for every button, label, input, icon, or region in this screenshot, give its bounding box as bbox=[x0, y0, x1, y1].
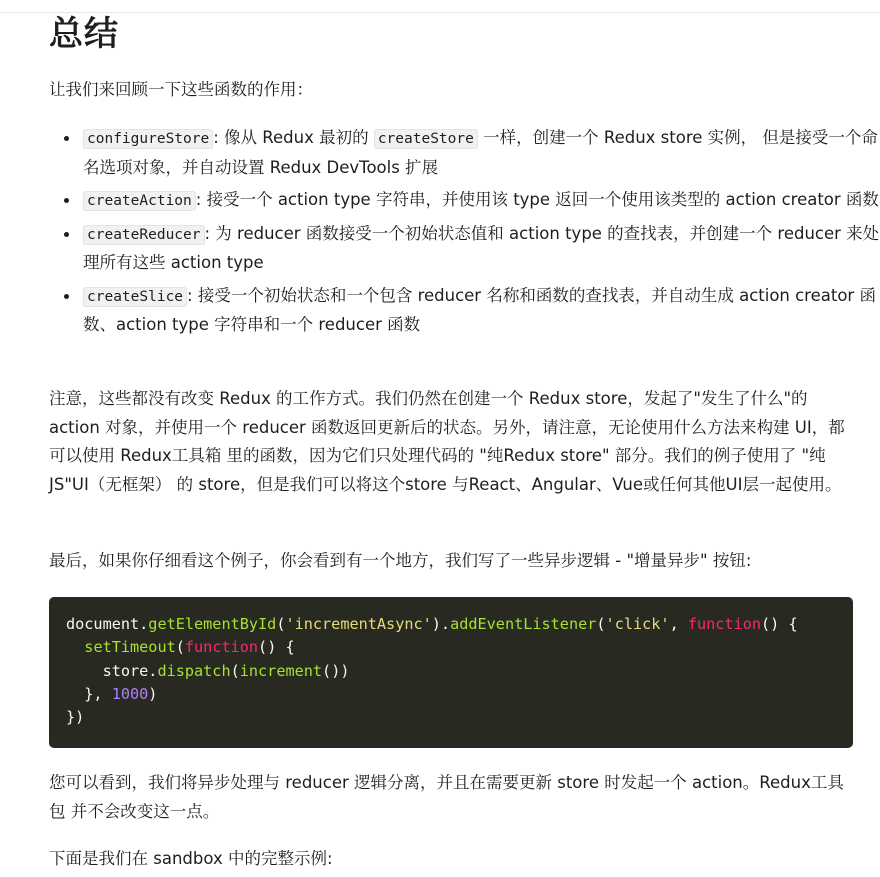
list-item bbox=[83, 124, 880, 182]
code-token: 'incrementAsync' bbox=[285, 615, 432, 633]
async-intro-paragraph: 最后，如果你仔细看这个例子，你会看到有一个地方，我们写了一些异步逻辑 - "增量异步" 按钮: bbox=[49, 551, 752, 570]
inline-code-configurestore: configureStore bbox=[83, 129, 213, 149]
list-item-text: : 接受一个 action type 字符串，并使用该 type 返回一个使用该类型的 action creator 函数 bbox=[195, 190, 879, 209]
code-token: ( bbox=[175, 638, 185, 657]
top-divider bbox=[0, 0, 880, 13]
section-heading: 总结 bbox=[49, 14, 119, 54]
code-token: () { bbox=[761, 615, 798, 633]
code-token: setTimeout bbox=[84, 638, 176, 657]
list-item bbox=[83, 220, 880, 278]
inline-code-createstore: createStore bbox=[374, 129, 478, 149]
list-item bbox=[83, 282, 880, 340]
sandbox-paragraph: 下面是我们在 sandbox 中的完整示例: bbox=[49, 849, 333, 868]
inline-code-createaction: createAction bbox=[83, 191, 196, 211]
code-token: ( bbox=[230, 661, 240, 680]
code-token: ). bbox=[431, 615, 451, 633]
inline-code-createreducer: createReducer bbox=[83, 225, 205, 245]
inline-code-createslice: createSlice bbox=[83, 287, 187, 307]
code-token: increment bbox=[239, 661, 323, 680]
code-token bbox=[66, 638, 84, 656]
code-token: ( bbox=[276, 615, 286, 633]
code-token: function bbox=[184, 638, 259, 657]
code-token: }) bbox=[66, 708, 85, 727]
list-item-text: : 为 reducer 函数接受一个初始状态值和 action type 的查找表，并创建一个 reducer 来处理所有这些 action type bbox=[83, 223, 880, 272]
list-item bbox=[83, 186, 880, 216]
summary-paragraph: 您可以看到，我们将异步处理与 reducer 逻辑分离，并且在需要更新 store 时发起一个 action。Redux工具包 并不会改变这一点。 bbox=[49, 773, 844, 821]
code-token: getElementById bbox=[148, 615, 277, 633]
code-token: dispatch bbox=[157, 661, 231, 680]
code-block[interactable] bbox=[49, 597, 853, 748]
list-item-text: : 接受一个初始状态和一个包含 reducer 名称和函数的查找表，并自动生成 action creator 函数、action type 字符串和一个 reducer 函数 bbox=[83, 285, 876, 334]
note-paragraph: 注意，这些都没有改变 Redux 的工作方式。我们仍然在创建一个 Redux store，发起了"发生了什么"的 action 对象，并使用一个 reducer 函数返回更新后的状态。另外，请注意，无论使用什么方法来构建 UI，都可以使用 Redux工具箱 里的函数，因为它们只处理代码的 "纯Redux store" 部分。我们的例子使用了 "纯JS"UI（无框架） 的 store，但是我们可以将这个store 与React、Angular、Vue或任何其他UI层一起使用。 bbox=[49, 389, 845, 494]
code-token: 'click' bbox=[605, 615, 670, 633]
code-token: function bbox=[687, 615, 762, 633]
code-token: }, bbox=[66, 684, 112, 703]
intro-paragraph: 让我们来回顾一下这些函数的作用： bbox=[49, 80, 313, 99]
list-item-text: : 像从 Redux 最初的 bbox=[213, 128, 374, 147]
function-list bbox=[49, 124, 880, 344]
code-token: document. bbox=[66, 615, 149, 633]
code-token: () { bbox=[258, 638, 295, 657]
code-token: ) bbox=[148, 684, 158, 703]
code-token: , bbox=[669, 615, 688, 633]
code-token: 1000 bbox=[111, 684, 149, 703]
code-token: store. bbox=[66, 661, 158, 680]
code-token: ()) bbox=[322, 661, 350, 680]
list-item-text: 一样，创建一个 Redux store 实例， 但是接受一个命名选项对象，并自动设置 Redux DevTools 扩展 bbox=[83, 128, 878, 177]
code-token: addEventListener bbox=[450, 615, 597, 633]
code-token: ( bbox=[596, 615, 606, 633]
